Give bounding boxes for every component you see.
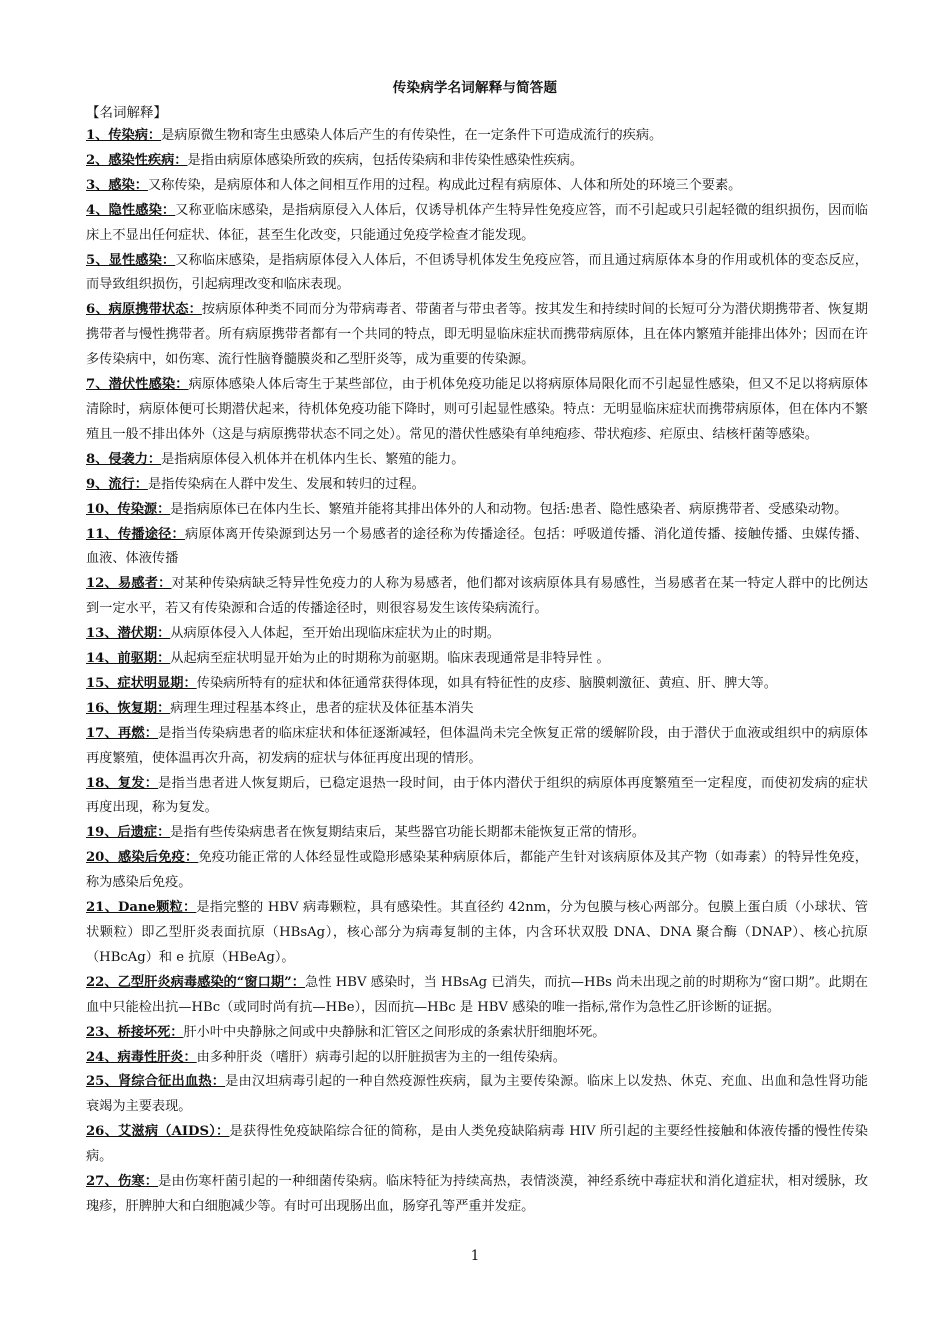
definition-term: 25、肾综合征出血热： [86, 1074, 226, 1090]
definition-term: 13、潜伏期： [86, 626, 171, 642]
definition-entry [86, 772, 868, 822]
definition-text: 病原体感染人体后寄生于某些部位，由于机体免疫功能足以将病原体局限化而不引起显性感染，但又不足以将病原体清除时，病原体便可长期潜伏起来，待机体免疫功能下降时，则可引起显性感染。特点：无明显临床症状而携带病原体，但在体内不繁殖且一般不排出体外（这是与病原携带状态不同之处）。常见的潜伏性感染有单纯疱疹、带状疱疹、疟原虫、结核杆菌等感染。 [86, 377, 868, 442]
definition-text: 是由汉坦病毒引起的一种自然疫源性疾病，鼠为主要传染源。临床上以发热、休克、充血、出血和急性肾功能衰竭为主要表现。 [86, 1074, 868, 1115]
definition-term: 1、传染病： [86, 128, 162, 143]
definition-term: 17、再燃： [86, 725, 159, 741]
definition-term: 4、隐性感染： [86, 202, 176, 218]
definition-term: 10、传染源： [86, 501, 171, 517]
definition-text: 从病原体侵入人体起，至开始出现临床症状为止的时期。 [170, 626, 500, 642]
definition-text: 传染病所特有的症状和体征通常获得体现，如具有特征性的皮疹、脑膜刺激征、黄疸、肝、脾大等。 [196, 675, 777, 691]
section-heading: 【名词解释】 [86, 105, 167, 121]
definition-term: 14、前驱期： [86, 651, 171, 667]
definition-entry [86, 1021, 868, 1046]
definition-entry [86, 821, 868, 846]
document-title: 传染病学名词解释与简答题 [392, 80, 558, 96]
definition-entry [86, 249, 868, 299]
definition-entry [86, 622, 868, 647]
definition-entry [86, 373, 868, 448]
definition-text: 又称临床感染，是指病原体侵入人体后，不但诱导机体发生免疫应答，而且通过病原体本身的作用或机体的变态反应，而导致组织损伤，引起病理改变和临床表现。 [86, 252, 868, 293]
definition-entry [86, 896, 868, 971]
definition-text: 是指传染病在人群中发生、发展和转归的过程。 [147, 476, 425, 492]
definition-entry [86, 672, 868, 697]
definition-entry [86, 174, 868, 199]
definition-term: 19、后遗症： [86, 825, 171, 841]
definition-text: 由多种肝炎（嗜肝）病毒引起的以肝脏损害为主的一组传染病。 [196, 1049, 566, 1065]
definition-entry [86, 1046, 868, 1071]
definition-text: 肝小叶中央静脉之间或中央静脉和汇管区之间形成的条索状肝细胞坏死。 [183, 1024, 606, 1040]
definition-term: 27、伤寒： [86, 1174, 159, 1190]
definition-term: 15、症状明显期： [86, 675, 197, 691]
definition-entry [86, 448, 868, 473]
definition-text: 是病原微生物和寄生虫感染人体后产生的有传染性，在一定条件下可造成流行的疾病。 [161, 128, 663, 143]
definition-term: 8、侵袭力： [86, 451, 162, 467]
definition-entry [86, 1070, 868, 1120]
definition-text: 是指由病原体感染所致的疾病，包括传染病和非传染性感染性疾病。 [187, 152, 584, 168]
definition-text: 按病原体种类不同而分为带病毒者、带菌者与带虫者等。按其发生和持续时间的长短可分为潜伏期携带者、恢复期携带者与慢性携带者。所有病原携带者都有一个共同的特点，即无明显临床症状而携带病原体，且在体内繁殖并能排出体外；因而在许多传染病中，如伤寒、流行性脑脊髓膜炎和乙型肝炎等，成为重要的传染源。 [86, 302, 868, 368]
definition-term: 9、流行： [86, 476, 148, 492]
definition-entry [86, 523, 868, 573]
definition-text: 又称传染，是病原体和人体之间相互作用的过程。构成此过程有病原体、人体和所处的环境三个要素。 [147, 177, 742, 193]
definition-entry [86, 199, 868, 249]
definition-text: 是指病原体已在体内生长、繁殖并能将其排出体外的人和动物。包括:患者、隐性感染者、病原携带者、受感染动物。 [170, 501, 848, 517]
definition-text: 对某种传染病缺乏特异性免疫力的人称为易感者，他们都对该病原体具有易感性，当易感者在某一特定人群中的比例达到一定水平，若又有传染源和合适的传播途径时，则很容易发生该传染病流行。 [86, 576, 869, 617]
definition-entry [86, 473, 868, 498]
definition-entry [86, 298, 868, 373]
definition-text: 病理生理过程基本终止，患者的症状及体征基本消失 [170, 700, 474, 716]
definition-text: 是指病原体侵入机体并在机体内生长、繁殖的能力。 [161, 451, 465, 467]
definition-term: 7、潜伏性感染： [86, 377, 189, 393]
definition-term: 18、复发： [86, 775, 159, 791]
definition-entry [86, 846, 868, 896]
definition-text: 从起病至症状明显开始为止的时期称为前驱期。临床表现通常是非特异性 。 [170, 651, 610, 667]
definition-text: 急性 HBV 感染时，当 HBsAg 已消失，而抗—HBs 尚未出现之前的时期称为“窗口期”。此期在血中只能检出抗—HBc（或同时尚有抗—HBe），因而抗—HBc 是 HBV 感染的唯一指标,常作为急性乙肝诊断的证据。 [86, 974, 868, 1015]
definition-entry [86, 1170, 868, 1220]
definition-entry [86, 149, 868, 174]
definition-text: 是指有些传染病患者在恢复期结束后，某些器官功能长期都未能恢复正常的情形。 [170, 825, 646, 841]
definition-term: 3、感染： [86, 177, 148, 193]
definition-term: 20、感染后免疫： [86, 850, 199, 866]
definition-term: 21、Dane颗粒： [86, 900, 197, 916]
definitions-list [86, 124, 868, 1220]
definition-entry [86, 722, 868, 772]
page-number: 1 [470, 1248, 480, 1264]
definition-entry [86, 647, 868, 672]
definition-term: 2、感染性疾病： [86, 152, 188, 168]
definition-text: 是指完整的 HBV 病毒颗粒，具有感染性。其直径约 42nm，分为包膜与核心两部分。包膜上蛋白质（小球状、管状颗粒）即乙型肝炎表面抗原（HBsAg），核心部分为病毒复制的主体，内含环状双股 DNA、DNA 聚合酶（DNAP）、核心抗原（HBcAg）和 e 抗原（HBeAg）。 [86, 900, 868, 965]
definition-term: 24、病毒性肝炎： [86, 1049, 197, 1065]
definition-text: 免疫功能正常的人体经显性或隐形感染某种病原体后，都能产生针对该病原体及其产物（如毒素）的特异性免疫，称为感染后免疫。 [86, 850, 868, 891]
definition-text: 是由伤寒杆菌引起的一种细菌传染病。临床特征为持续高热，表情淡漠，神经系统中毒症状和消化道症状，相对缓脉，玫瑰疹，肝脾肿大和白细胞减少等。有时可出现肠出血，肠穿孔等严重并发症。 [86, 1174, 868, 1214]
definition-term: 5、显性感染： [86, 252, 176, 268]
definition-term: 23、桥接坏死： [86, 1024, 184, 1040]
definition-text: 是指当患者进人恢复期后，已稳定退热一段时间，由于体内潜伏于组织的病原体再度繁殖至一定程度，而使初发病的症状再度出现，称为复发。 [86, 775, 868, 816]
definition-entry [86, 498, 868, 523]
definition-text: 又称亚临床感染，是指病原侵入人体后，仅诱导机体产生特异性免疫应答，而不引起或只引起轻微的组织损伤，因而临床上不显出任何症状、体征，甚至生化改变，只能通过免疫学检查才能发现。 [86, 202, 868, 243]
definition-term: 12、易感者： [86, 576, 172, 592]
definition-entry [86, 971, 868, 1021]
definition-term: 11、传播途径： [86, 526, 185, 542]
definition-entry [86, 697, 868, 722]
definition-text: 是获得性免疫缺陷综合征的简称，是由人类免疫缺陷病毒 HIV 所引起的主要经性接触和体液传播的慢性传染病。 [86, 1124, 868, 1165]
definition-term: 26、艾滋病（AIDS）： [86, 1124, 230, 1140]
definition-entry [86, 572, 868, 622]
definition-term: 16、恢复期： [86, 700, 171, 716]
definition-entry [86, 1120, 868, 1170]
definition-text: 病原体离开传染源到达另一个易感者的途径称为传播途径。包括：呼吸道传播、消化道传播、接触传播、虫媒传播、血液、体液传播 [86, 526, 868, 567]
definition-term: 6、病原携带状态： [86, 302, 202, 318]
definition-term: 22、乙型肝炎病毒感染的“窗口期”： [86, 974, 306, 990]
definition-text: 是指当传染病患者的临床症状和体征逐渐减轻，但体温尚未完全恢复正常的缓解阶段，由于潜伏于血液或组织中的病原体再度繁殖，使体温再次升高，初发病的症状与体征再度出现的情形。 [86, 725, 868, 766]
definition-entry [86, 124, 868, 149]
